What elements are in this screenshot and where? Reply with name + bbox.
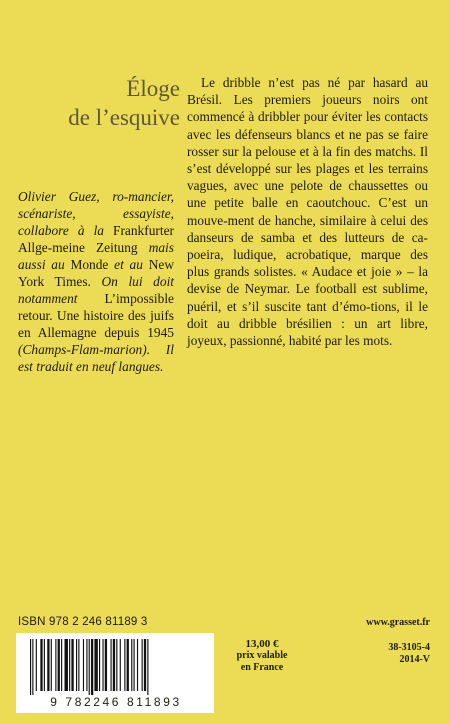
isbn-label: ISBN 978 2 246 81189 3 bbox=[18, 616, 148, 628]
barcode-bar bbox=[76, 639, 77, 691]
barcode-bar bbox=[99, 639, 100, 691]
reference-code-2: 2014-V bbox=[399, 654, 430, 665]
bio-part: Olivier Guez, ro-mancier, scénariste, essayiste, collabore à la bbox=[18, 189, 174, 238]
book-title-line-1: Éloge bbox=[126, 76, 180, 101]
barcode-bar bbox=[71, 639, 73, 691]
barcode-bar bbox=[55, 639, 56, 691]
barcode-bar bbox=[86, 639, 87, 691]
reference-codes bbox=[340, 642, 430, 666]
bio-part: Frankfurter Allge-meine Zeitung bbox=[18, 223, 174, 255]
barcode-bar bbox=[83, 639, 84, 691]
barcode-bar bbox=[124, 639, 125, 691]
barcode-bar bbox=[127, 639, 129, 691]
barcode-bar bbox=[32, 639, 33, 695]
barcode-bar bbox=[36, 639, 37, 691]
barcode-bar bbox=[89, 639, 90, 695]
bio-part: On lui doit notamment bbox=[18, 274, 175, 306]
bio-part: New York Times. bbox=[18, 257, 174, 289]
barcode-bar bbox=[142, 639, 143, 691]
price-note-2: en France bbox=[240, 662, 284, 673]
bio-part: (Champs-Flam-marion). Il est traduit en neuf langues. bbox=[18, 342, 174, 374]
barcode-bar bbox=[78, 639, 79, 691]
book-title-line-2: de l’esquive bbox=[68, 105, 180, 130]
barcode-bar bbox=[47, 639, 49, 691]
barcode-digits: 9 782246 811893 bbox=[50, 695, 182, 709]
barcode-bar bbox=[134, 639, 135, 691]
barcode-bar bbox=[91, 639, 93, 695]
barcode-bars bbox=[30, 639, 200, 695]
barcode-bar bbox=[111, 639, 112, 691]
barcode-bar bbox=[116, 639, 117, 691]
barcode-bar bbox=[58, 639, 60, 691]
reference-code-1: 38-3105-4 bbox=[388, 642, 430, 653]
back-cover-blurb: Le dribble n’est pas né par hasard au Brésil. Les premiers joueurs noirs ont commencé à dribbler pour éviter les contacts avec les défenseurs blancs et ne pas se faire rosser sur la pelouse et à la fin des matchs. Il s’est développé sur les plages et les terrains vagues, avec une pelote de chaussettes ou une petite balle en caoutchouc. C’est un mouve-ment de hanche, similaire à celui des danseurs de samba et des lutteurs de ca-poeira, ludique, acrobatique, marque des plus grands solistes. « Audace et joie » – la devise de Neymar. Le football est sublime, puéril, et s’il suscite tant d’émo-tions, il le doit au dribble brésilien : un art libre, joyeux, passionné, habité par les mots. bbox=[187, 75, 428, 349]
barcode-bar bbox=[65, 639, 68, 691]
barcode-bar bbox=[30, 639, 31, 695]
barcode-bar bbox=[137, 639, 138, 691]
bio-part: Monde bbox=[64, 257, 115, 272]
barcode-bar bbox=[131, 639, 132, 691]
barcode-bar bbox=[69, 639, 70, 691]
barcode-bar bbox=[147, 639, 148, 695]
bio-part: mais aussi au bbox=[18, 240, 174, 272]
barcode-bar bbox=[113, 639, 115, 691]
price-note-1: prix valable bbox=[236, 650, 288, 661]
barcode-bar bbox=[94, 639, 97, 691]
barcode bbox=[16, 633, 214, 713]
bio-part: et au bbox=[114, 257, 143, 272]
barcode-bar bbox=[51, 639, 52, 691]
barcode-bar bbox=[144, 639, 146, 691]
barcode-bar bbox=[44, 639, 45, 691]
barcode-bar bbox=[61, 639, 62, 691]
price-amount: 13,00 € bbox=[245, 638, 279, 650]
bio-part: L’impossible retour. Une histoire des juifs en Allemagne depuis 1945 bbox=[18, 291, 174, 340]
barcode-bar bbox=[120, 639, 121, 691]
author-bio bbox=[18, 188, 174, 375]
book-title bbox=[60, 74, 180, 132]
price-block bbox=[226, 638, 298, 674]
publisher-website: www.grasset.fr bbox=[366, 617, 430, 628]
barcode-bar bbox=[105, 639, 107, 691]
barcode-bar bbox=[102, 639, 103, 691]
barcode-bar bbox=[40, 639, 42, 691]
